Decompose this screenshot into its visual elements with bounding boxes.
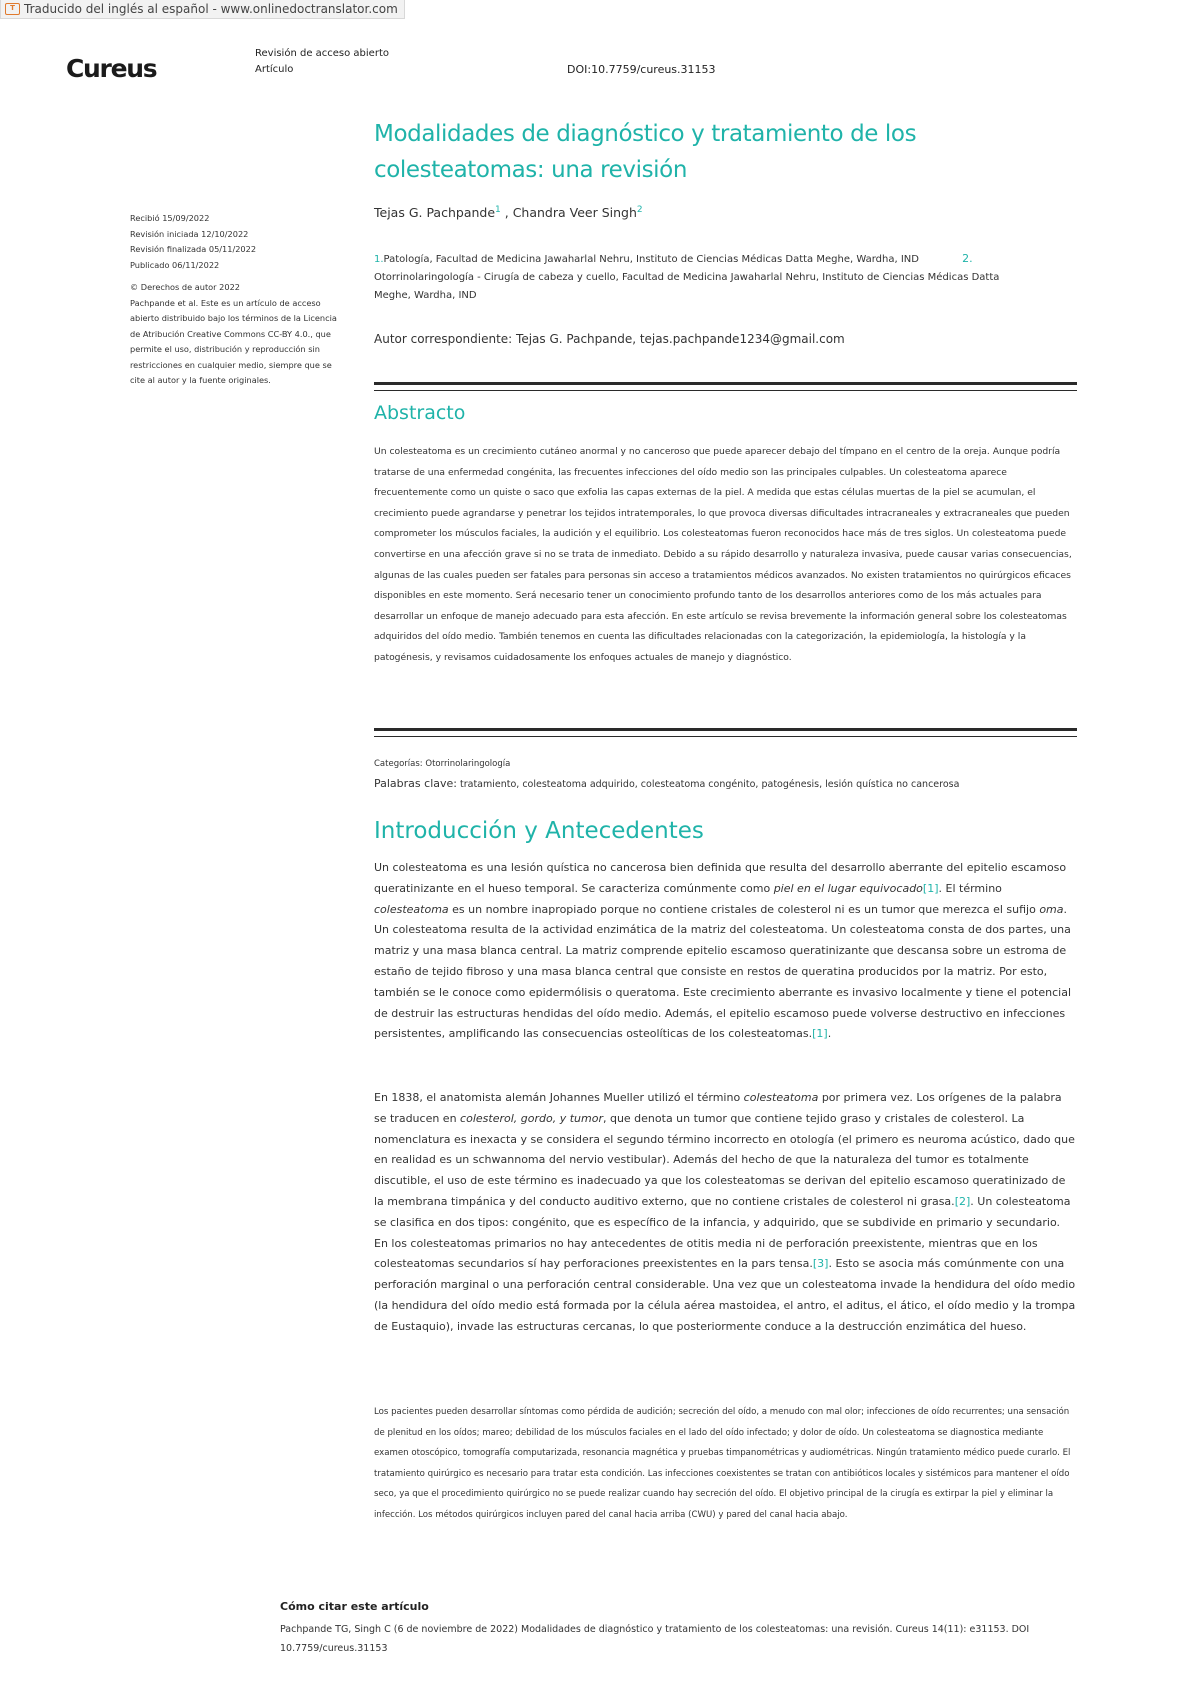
author-1-affil: 1 — [495, 205, 501, 215]
author-2[interactable]: Chandra Veer Singh — [512, 205, 637, 221]
p1-emphasis-2: colesteatoma — [374, 902, 449, 916]
translator-icon: T — [5, 3, 20, 15]
keywords-label: Palabras clave: — [374, 777, 457, 790]
affiliation-2: Otorrinolaringología - Cirugía de cabeza y cuello, Facultad de Medicina Jawaharlal Nehru, Instituto de Ciencias Médicas Datta Meghe, Wardha, IND — [374, 272, 1000, 301]
translator-banner-text: Traducido del inglés al español - www.onlinedoctranslator.com — [24, 1, 398, 16]
corresponding-label: Autor correspondiente: — [374, 332, 513, 346]
author-separator: , — [500, 205, 513, 221]
corresponding-author — [374, 332, 845, 346]
review-start-date: Revisión iniciada 12/10/2022 — [130, 228, 249, 239]
translator-banner[interactable] — [0, 0, 405, 19]
author-2-affil: 2 — [636, 205, 643, 215]
journal-logo: Cureus — [66, 54, 157, 83]
affiliation-1-number: 1. — [374, 254, 384, 265]
p1-emphasis-3: oma — [1039, 902, 1064, 916]
categories-value: Otorrinolaringología — [422, 759, 511, 769]
introduction-heading: Introducción y Antecedentes — [374, 818, 704, 844]
copyright: © Derechos de autor 2022 — [130, 282, 240, 292]
published-date: Publicado 06/11/2022 — [130, 259, 220, 270]
intro-paragraph-2 — [374, 1088, 1077, 1338]
citation-1b[interactable]: [1] — [812, 1027, 828, 1041]
citation-2[interactable]: [2] — [954, 1194, 971, 1208]
p2-text-c: , que denota un tumor que contiene tejido graso y cristales de colesterol. La nomenclatura es inexacta y se considera el segundo término incorrecto en otología (el primero es neuroma acústico, dado que en realidad es un schwannoma del nervio vestibular). Además del hecho de que la naturaleza del tumor es totalmente discutible, el uso de este término es inadecuado ya que los colesteatomas se derivan del epitelio escamoso queratinizado de la membrana timpánica y del conducto auditivo externo, que no contiene cristales de colesterol ni grasa. — [374, 1111, 1075, 1208]
article-title: Modalidades de diagnóstico y tratamiento de los colesteatomas: una revisión — [374, 121, 917, 183]
p2-text-d: . Un colesteatoma se clasifica en dos tipos: congénito, que es específico de la infancia, y adquirido, que se subdivide en primario y secundario. En los colesteatomas primarios no hay antecedentes de otitis media ni de perforación preexistente, mientras que en los colesteatomas secundarios sí hay perforaciones preexistentes en la pars tensa. — [374, 1194, 1071, 1271]
affiliation-1: Patología, Facultad de Medicina Jawaharlal Nehru, Instituto de Ciencias Médicas Datta Meghe, Wardha, IND — [383, 254, 919, 265]
doi: DOI:10.7759/cureus.31153 — [567, 63, 716, 76]
review-end-date: Revisión finalizada 05/11/2022 — [130, 244, 257, 254]
p2-text-a: En 1838, el anatomista alemán Johannes Mueller utilizó el término — [374, 1091, 744, 1104]
affiliations — [374, 250, 1034, 305]
intro-paragraph-1 — [374, 858, 1077, 1045]
p2-emphasis-2: colesterol, gordo, y tumor — [460, 1111, 603, 1125]
review-type: Revisión de acceso abierto — [255, 48, 389, 59]
article-label: Artículo — [255, 64, 294, 75]
article-sidebar — [130, 211, 338, 389]
p1-text-d: . Un colesteatoma resulta de la actividad enzimática de la matriz del colesteatoma. Un colesteatoma consta de dos partes, una matriz y una masa blanca central. La matriz comprende epitelio escamoso queratinizante que descansa sobre un estroma de estaño de tejido fibroso y una masa blanca central que consiste en restos de queratina producidos por la matriz. Por esto, también se le conoce como epidermólisis o queratoma. Este crecimiento aberrante es invasivo localmente y tiene el potencial de destruir las estructuras hendidas del oído medio. Además, el epitelio escamoso puede volverse destructivo en infecciones persistentes, amplificando las consecuencias osteolíticas de los colesteatomas. — [374, 902, 1071, 1041]
how-to-cite-heading: Cómo citar este artículo — [280, 1600, 429, 1613]
categories-label: Categorías: — [374, 759, 423, 769]
author-1[interactable]: Tejas G. Pachpande — [374, 205, 496, 221]
received-date: Recibió 15/09/2022 — [130, 213, 210, 223]
p2-text-b: por primera vez. Los orígenes de la palabra se traducen en — [374, 1091, 1062, 1125]
divider-bottom — [374, 728, 1077, 737]
p1-text-b: . El término — [938, 881, 1002, 895]
abstract-text: Un colesteatoma es un crecimiento cutáneo anormal y no canceroso que puede aparecer debajo del tímpano en el centro de la oreja. Aunque podría tratarse de una enfermedad congénita, las frecuentes infecciones del oído medio son las principales culpables. Un colesteatoma aparece frecuentemente como un quiste o saco que exfolia las capas externas de la piel. A medida que estas células muertas de la piel se acumulan, el crecimiento puede agrandarse y penetrar los tejidos intratemporales, lo que provoca diversas dificultades intracraneales y extracraneales que pueden comprometer los músculos faciales, la audición y el equilibrio. Los colesteatomas fueron reconocidos hace más de tres siglos. Un colesteatoma puede convertirse en una afección grave si no se trata de inmediato. Debido a su rápido desarrollo y naturaleza invasiva, puede causar varias consecuencias, algunas de las cuales pueden ser fatales para personas sin acceso a tratamientos médicos avanzados. No existen tratamientos no quirúrgicos eficaces disponibles en este momento. Será necesario tener un conocimiento profundo tanto de los desarrollos anteriores como de los más actuales para desarrollar un enfoque de manejo adecuado para esta afección. En este artículo se revisa brevemente la información general sobre los colesteatomas adquiridos del oído medio. También tenemos en cuenta las dificultades relacionadas con la categorización, la epidemiología, la histología y la patogénesis, y revisamos cuidadosamente los enfoques actuales de manejo y diagnóstico. — [374, 446, 1072, 663]
abstract-heading: Abstracto — [374, 402, 466, 424]
divider-top — [374, 382, 1077, 391]
corresponding-value[interactable]: Tejas G. Pachpande, tejas.pachpande1234@gmail.com — [512, 332, 845, 346]
p1-text-c: es un nombre inapropiado porque no contiene cristales de colesterol ni es un tumor que merezca el sufijo — [448, 902, 1040, 916]
p1-emphasis-1: piel en el lugar equivocado — [773, 881, 923, 895]
p2-emphasis-1: colesteatoma — [743, 1091, 819, 1104]
how-to-cite-text: Pachpande TG, Singh C (6 de noviembre de 2022) Modalidades de diagnóstico y tratamiento de los colesteatomas: una revisión. Cureus 14(11): e31153. DOI 10.7759/cureus.31153 — [280, 1624, 1030, 1654]
citation-3[interactable]: [3] — [812, 1257, 829, 1271]
p1-text-e: . — [827, 1027, 832, 1041]
intro-paragraph-3: Los pacientes pueden desarrollar síntomas como pérdida de audición; secreción del oído, a menudo con mal olor; infecciones de oído recurrentes; una sensación de plenitud en los oídos; mareo; debilidad de los músculos faciales en el lado del oído infectado; y dolor de oído. Un colesteatoma se diagnostica mediante examen otoscópico, tomografía computarizada, resonancia magnética y pruebas timpanométricas y audiométricas. Ningún tratamiento médico puede curarlo. El tratamiento quirúrgico es necesario para tratar esta condición. Las infecciones coexistentes se tratan con antibióticos locales y sistémicos para mantener el oído seco, ya que el procedimiento quirúrgico no se puede realizar cuando hay secreción del oído. El objetivo principal de la cirugía es extirpar la piel y eliminar la infección. Los métodos quirúrgicos incluyen pared del canal hacia arriba (CWU) y pared del canal hacia abajo. — [374, 1407, 1071, 1520]
p1-text-a: Un colesteatoma es una lesión quística no cancerosa bien definida que resulta del desarrollo aberrante del epitelio escamoso queratinizante en el hueso temporal. Se caracteriza comúnmente como — [374, 861, 1067, 895]
keywords-value: tratamiento, colesteatoma adquirido, colesteatoma congénito, patogénesis, lesión quística no cancerosa — [456, 779, 960, 790]
authors — [374, 205, 643, 220]
citation-1[interactable]: [1] — [922, 881, 939, 895]
categories — [374, 759, 510, 769]
p2-text-e: . Esto se asocia más comúnmente con una perforación marginal o una perforación central considerable. Una vez que un colesteatoma invade la hendidura del oído medio (la hendidura del oído medio está formada por la célula aérea mastoidea, el antro, el aditus, el ático, el oído medio y la trompa de Eustaquio), invade las estructuras cercanas, lo que posteriormente conduce a la destrucción enzimática del hueso. — [374, 1257, 1076, 1333]
affiliation-2-number: 2. — [962, 252, 973, 265]
keywords — [374, 777, 1077, 790]
license-text: Pachpande et al. Este es un artículo de acceso abierto distribuido bajo los términos de la Licencia de Atribución Creative Commons CC-BY 4.0., que permite el uso, distribución y reproducción sin restricciones en cualquier medio, siempre que se cite al autor y la fuente originales. — [130, 297, 337, 385]
